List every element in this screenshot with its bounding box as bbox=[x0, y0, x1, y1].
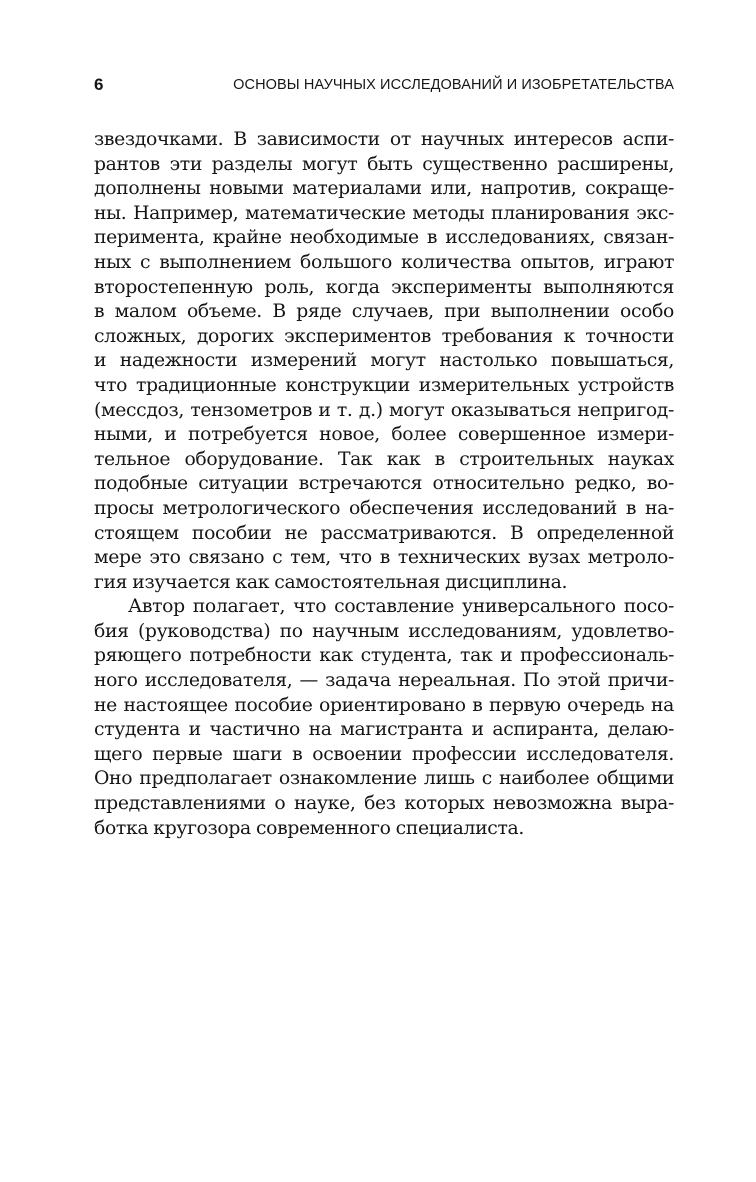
text-line: ряющего потребности как студента, так и профессиональ- bbox=[94, 645, 674, 667]
text-line: Автор полагает, что составление универсального посо- bbox=[128, 596, 674, 618]
paragraph bbox=[94, 595, 674, 841]
text-line: Оно предполагает ознакомление лишь с наиболее общими bbox=[94, 768, 674, 790]
text-line: звездочками. В зависимости от научных интересов аспи- bbox=[94, 129, 674, 150]
running-header-title: ОСНОВЫ НАУЧНЫХ ИССЛЕДОВАНИЙ И ИЗОБРЕТАТЕЛЬСТВА bbox=[233, 77, 674, 93]
text-line: студента и частично на магистранта и аспиранта, делаю- bbox=[94, 719, 674, 741]
text-line: ных с выполнением большого количества опытов, играют bbox=[94, 251, 674, 273]
text-line: мере это связано с тем, что в технических вузах метроло- bbox=[94, 547, 674, 569]
text-line: не настоящее пособие ориентировано в первую очередь на bbox=[94, 694, 674, 716]
text-line: стоящем пособии не рассматриваются. В определенной bbox=[94, 522, 674, 544]
text-line: гия изучается как самостоятельная дисциплина. bbox=[94, 571, 568, 593]
page-number: 6 bbox=[94, 75, 104, 94]
text-line: ны. Например, математические методы планирования экс- bbox=[94, 202, 674, 224]
text-line: второстепенную роль, когда эксперименты выполняются bbox=[94, 276, 674, 298]
text-line: просы метрологического обеспечения исследований в на- bbox=[94, 497, 674, 519]
paragraph bbox=[94, 128, 674, 595]
text-line: тельное оборудование. Так как в строительных науках bbox=[94, 448, 674, 470]
text-line: подобные ситуации встречаются относительно редко, во- bbox=[94, 473, 674, 495]
text-line: представлениями о науке, без которых невозможна выра- bbox=[94, 793, 674, 815]
text-line: перимента, крайне необходимые в исследованиях, связан- bbox=[94, 227, 674, 249]
text-line: бия (руководства) по научным исследованиям, удовлетво- bbox=[94, 620, 674, 642]
text-line: в малом объеме. В ряде случаев, при выполнении особо bbox=[94, 301, 674, 323]
text-line: ного исследователя, — задача нереальная. По этой причи- bbox=[94, 670, 674, 692]
text-line: рантов эти разделы могут быть существенно расширены, bbox=[94, 153, 674, 175]
text-line: (мессдоз, тензометров и т. д.) могут оказываться непригод- bbox=[94, 399, 674, 421]
text-line: сложных, дорогих экспериментов требования к точности bbox=[94, 325, 674, 347]
text-line: и надежности измерений могут настолько повышаться, bbox=[94, 350, 674, 372]
text-line: ными, и потребуется новое, более совершенное измери- bbox=[94, 424, 674, 446]
text-line: ботка кругозора современного специалиста. bbox=[94, 817, 524, 839]
text-line: дополнены новыми материалами или, напротив, сокраще- bbox=[94, 178, 674, 200]
text-line: щего первые шаги в освоении профессии исследователя. bbox=[94, 743, 674, 765]
main-text bbox=[94, 128, 674, 841]
text-line: что традиционные конструкции измерительных устройств bbox=[94, 374, 674, 396]
running-header bbox=[94, 72, 674, 98]
